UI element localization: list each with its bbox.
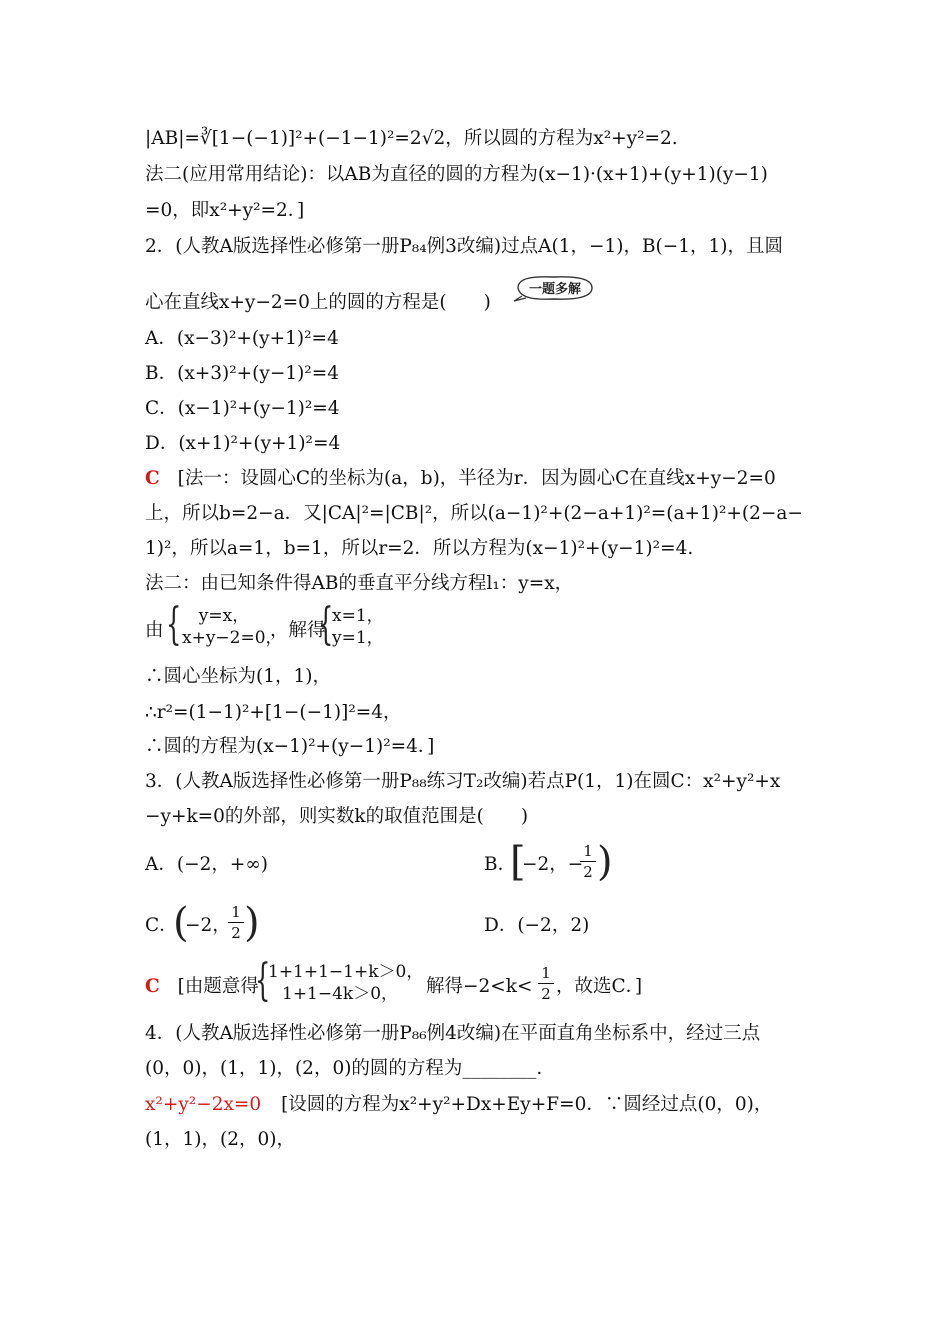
left-brace: { [318,599,334,650]
option-c: C．(x−1)²+(y−1)²=4 [145,398,340,419]
text-line: ∴圆心坐标为(1，1)， [145,666,331,687]
left-brace: { [166,599,182,650]
paren-left: ( [173,900,189,946]
equation-system-2 [332,605,384,649]
text-line: |AB|=∛[1−(−1)]²+(−1−1)²=2√2，所以圆的方程为x²+y²=2. [145,128,678,149]
option-b-text: −2，− [522,854,584,875]
text-line: (1，1)，(2，0)， [145,1129,295,1150]
question-4-cont: (0，0)，(1，1)，(2，0)的圆的方程为________. [145,1058,543,1079]
question-2: 2．(人教A版选择性必修第一册P₈₄例3改编)过点A(1，−1)，B(−1，1)，且圆 [145,236,784,257]
bracket-left: [ [510,839,526,885]
text-line: 法二(应用常用结论)：以AB为直径的圆的方程为(x−1)·(x+1)+(y+1)(y−1) [145,164,768,185]
solution-text: [设圆的方程为x²+y²+Dx+Ey+F=0．∵圆经过点(0，0)， [281,1094,773,1115]
solution-4-line [145,1092,772,1118]
solution-text: [法一：设圆心C的坐标为(a，b)，半径为r．因为圆心C在直线x+y−2=0 [177,468,776,489]
denominator: 2 [583,863,593,881]
system-row: y=1， [332,628,384,648]
text-line: ∴r²=(1−1)²+[1−(−1)]²=4， [145,702,402,723]
answer-text: x²+y²−2x=0 [145,1094,262,1115]
multi-solution-badge [512,274,596,302]
question-2-cont: 心在直线x+y−2=0上的圆的方程是( ) [145,292,491,313]
system-row: 1+1−4k＞0， [282,984,399,1004]
question-3: 3．(人教A版选择性必修第一册P₈₈练习T₂改编)若点P(1，1)在圆C：x²+y²+x [145,771,781,792]
option-c-text: −2， [185,915,231,936]
text-line: ，故选C．] [556,976,643,997]
option-c-label: C． [145,915,178,936]
denominator: 2 [541,985,551,1003]
system-row: x+y−2=0， [182,628,283,648]
text-line: 1)²，所以a=1，b=1，所以r=2．所以方程为(x−1)²+(y−1)²=4. [145,538,694,559]
equation-system-3 [268,961,423,1005]
answer-letter: C [145,976,160,997]
equation-system-1 [182,605,283,649]
system-row: y=x， [198,606,250,626]
numerator: 1 [583,842,593,860]
solution-2-line [145,466,776,492]
left-brace: { [255,955,271,1006]
option-d: D．(x+1)²+(y+1)²=4 [145,433,341,454]
numerator: 1 [541,964,551,982]
paren-right: ) [244,900,260,946]
text-line: ∴圆的方程为(x−1)²+(y−1)²=4．] [145,736,435,757]
numerator: 1 [231,903,241,921]
text-line: 法二：由已知条件得AB的垂直平分线方程l₁：y=x， [145,573,574,594]
text-line: 上，所以b=2−a．又|CA|²=|CB|²，所以(a−1)²+(2−a+1)²=(a+1)²+(2−a− [145,503,803,524]
option-d: D．(−2，2) [484,915,590,936]
fraction [580,842,596,881]
text-line: =0，即x²+y²=2．] [145,200,305,221]
system-row: x=1， [332,606,384,626]
option-b-label: B． [484,854,517,875]
text-line: 解得−2<k< [426,976,533,997]
fraction [228,903,244,942]
answer-letter: C [145,468,160,489]
option-b: B．(x+3)²+(y−1)²=4 [145,363,339,384]
option-a: A．(−2，+∞) [145,854,268,875]
solution-text: [由题意得 [177,976,259,997]
question-4: 4．(人教A版选择性必修第一册P₈₆例4改编)在平面直角坐标系中，经过三点 [145,1023,761,1044]
text-line: ，解得 [270,620,326,641]
question-3-cont: −y+k=0的外部，则实数k的取值范围是( ) [145,806,529,827]
option-a: A．(x−3)²+(y+1)²=4 [145,328,339,349]
badge-label: 一题多解 [528,282,582,297]
text-line: 由 [145,620,164,641]
solution-3-line [145,974,259,1000]
fraction [538,964,554,1003]
denominator: 2 [231,924,241,942]
system-row: 1+1+1−1+k＞0， [268,962,424,982]
paren-right: ) [597,839,613,885]
